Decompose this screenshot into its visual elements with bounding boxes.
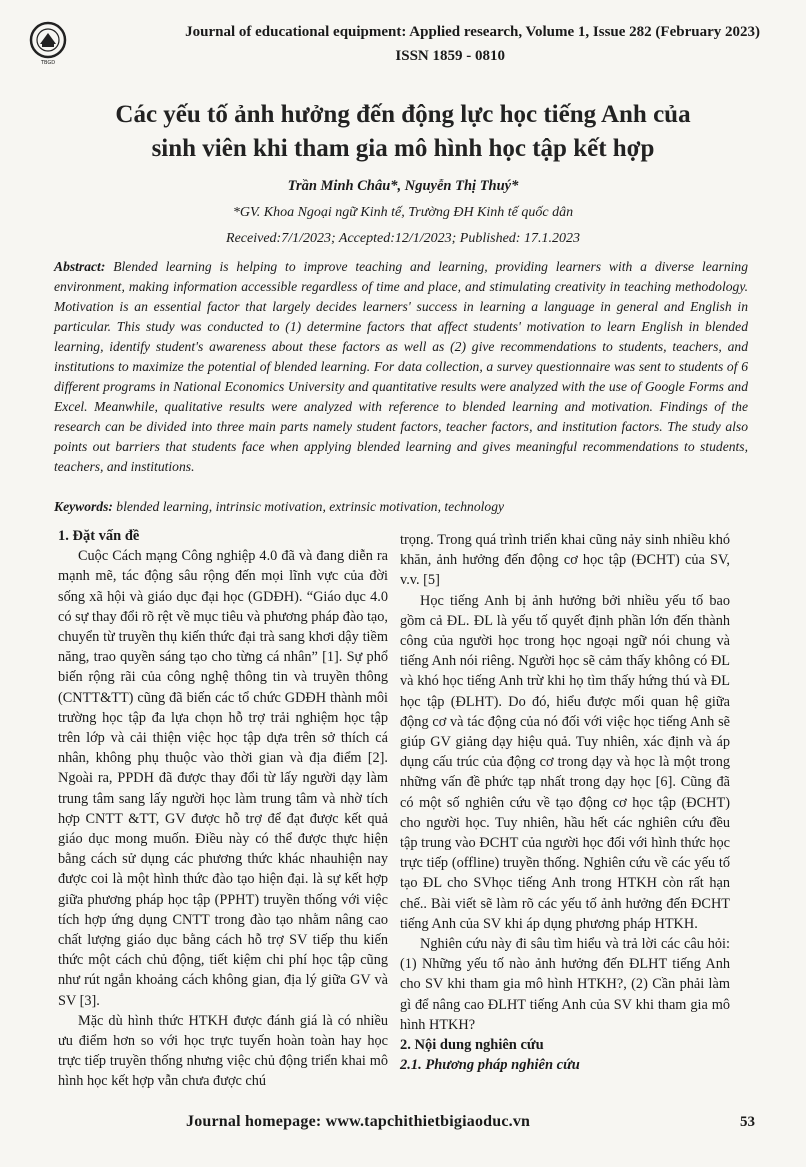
section-heading-2: 2. Nội dung nghiên cứu (400, 1037, 544, 1054)
svg-text:TBGD: TBGD (40, 60, 56, 66)
journal-seal-icon (28, 20, 68, 66)
publication-dates: Received:7/1/2023; Accepted:12/1/2023; Published: 17.1.2023 (226, 231, 580, 246)
abstract (54, 257, 748, 477)
section-heading-1: 1. Đặt vấn đề (58, 528, 140, 544)
abstract-text: Blended learning is helping to improve teaching and learning, providing learners with a diverse learning environment, making information accessible regardless of time and place, and stimulating creativity in teaching methodology. Motivation is an essential factor that largely decides learners' success in learning a language in general and English in particular. This study was conducted to (1) determine factors that affect students' motivation to learn English in blended learning, identify student's awareness about these factors as well as (2) give recommendations to students, teachers, and institutions to maximize the potential of blended learning. For data collection, a survey questionnaire was sent to students of 6 different programs in National Economics University and quantitative results were analyzed with the use of Google Forms and Excel. Meanwhile, qualitative results were analyzed with reference to blended learning and motivation. Findings of the research can be divided into three main parts namely student factors, teacher factors, and institution factors. The study also points out barriers that students face when applying blended learning and gives meaningful recommendations to students, teachers, and institutions. (54, 259, 748, 474)
title-line-1: Các yếu tố ảnh hưởng đến động lực học tiếng Anh của (115, 101, 691, 128)
paragraph: Học tiếng Anh bị ảnh hưởng bởi nhiều yếu tố bao gồm cả ĐL. ĐL là yếu tố quyết định phần lớn đến thành công của người học trong học ngoại ngữ nói chung và tiếng Anh nói riêng. Người học sẽ cảm thấy không có ĐL và khó học tiếng Anh trừ khi họ tìm thấy hứng thú và ĐL học tập (ĐLHT). Do đó, hiểu được mối quan hệ giữa động cơ và tác động của nó đối với việc học tiếng Anh sẽ giúp GV giảng dạy hiệu quả. Tuy nhiên, xác định và áp dụng cấu trúc của động cơ trong dạy và học là một trong những vấn đề phức tạp nhất trong dạy học [6]. Cũng đã có một số nghiên cứu về tạo động cơ học tập (ĐCHT) cho người học. Tuy nhiên, hầu hết các nghiên cứu đều tập trung vào ĐCHT của người học đối với hình thức học trực tiếp (offline) truyền thống. Nghiên cứu về các yếu tố tạo ĐL cho SVhọc tiếng Anh trong HTKH còn rất hạn chế.. Bài viết sẽ làm rõ các yếu tố ảnh hưởng đến ĐCHT tiếng Anh của SV khi áp dụng phương pháp HTKH. (400, 592, 730, 932)
keywords-text: blended learning, intrinsic motivation, extrinsic motivation, technology (112, 499, 505, 514)
authors: Trần Minh Châu*, Nguyễn Thị Thuý* (287, 178, 519, 194)
article-title (40, 98, 766, 166)
journal-line: Journal of educational equipment: Applied research, Volume 1, Issue 282 (February 2023) (185, 24, 760, 40)
abstract-label: Abstract: (54, 259, 106, 274)
title-line-2: sinh viên khi tham gia mô hình học tập kết hợp (151, 135, 655, 162)
paragraph: Mặc dù hình thức HTKH được đánh giá là có nhiều ưu điểm hơn so với học trực tuyến hoàn toàn hay học trực tiếp truyền thống nhưng việc chủ động triển khai mô hình học kết hợp vẫn chưa được chú (58, 1012, 388, 1090)
issn: ISSN 1859 - 0810 (395, 48, 505, 64)
paragraph: trọng. Trong quá trình triển khai cũng nảy sinh nhiều khó khăn, ảnh hưởng đến động cơ học tập (ĐCHT) của SV, v.v. [5] (400, 532, 730, 589)
journal-header (100, 20, 760, 68)
left-column (58, 526, 388, 1092)
affiliation: *GV. Khoa Ngoại ngữ Kinh tế, Trường ĐH Kinh tế quốc dân (232, 205, 574, 220)
subsection-heading-2-1: 2.1. Phương pháp nghiên cứu (400, 1057, 580, 1074)
right-column (400, 530, 730, 1075)
paragraph: Cuộc Cách mạng Công nghiệp 4.0 đã và đang diễn ra mạnh mẽ, tác động sâu rộng đến mọi lĩnh vực của đời sống xã hội và giáo dục đại học (GDĐH). “Giáo dục 4.0 có sự thay đổi rõ rệt về mục tiêu và phương pháp đào tạo, chuyển từ truyền thụ kiến thức đại trà sang khơi dậy tiềm năng, trao quyền sáng tạo cho từng cá nhân” [1]. Sự phổ biến rộng rãi của công nghệ thông tin và truyền thông (CNTT&TT) cũng đã biến các tổ chức GDĐH thành môi trường học tập đa lựa chọn hỗ trợ trải nghiệm học tập trên lớp và cải thiện việc học tập dựa trên sở thích cá nhân, không phụ thuộc vào thời gian và địa điểm [2]. Ngoài ra, PPDH đã được thay đổi từ lấy người dạy làm trung tâm sang lấy người học làm trung tâm và nhờ tích hợp CNTT &TT, GV được hỗ trợ để đạt được kết quả giáo dục mong muốn. Điều này có thể được thực hiện bằng cách sử dụng các phương thức khác nhauhiện nay được coi là một hình thức đào tạo hiện đại. là sự kết hợp giữa phương pháp học tập (PPHT) truyền thống với việc tích hợp ứng dụng CNTT trong đào tạo nhằm nâng cao chất lượng giáo dục bằng cách hỗ trợ SV tiếp thu kiến thức một cách chủ động, tiết kiệm chi phí học tập cũng như rút ngắn khoảng cách không gian, địa lý giữa GV và SV [3]. (58, 548, 388, 1009)
page-number: 53 (740, 1114, 755, 1130)
keywords (54, 497, 748, 517)
paragraph: Nghiên cứu này đi sâu tìm hiểu và trả lời các câu hỏi: (1) Những yếu tố nào ảnh hưởng đến ĐLHT tiếng Anh cho SV khi tham gia mô hình HTKH?, (2) Cần phải làm gì để nâng cao ĐLHT tiếng Anh của SV khi tham gia mô hình HTKH? (400, 936, 730, 1033)
journal-homepage: Journal homepage: www.tapchithietbigiaoduc.vn (186, 1113, 531, 1130)
keywords-label: Keywords: (54, 499, 113, 514)
